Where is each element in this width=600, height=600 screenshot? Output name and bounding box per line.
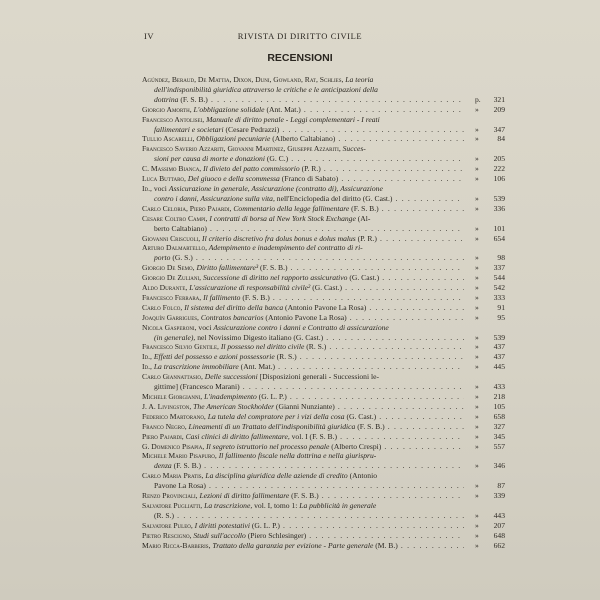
- entry-author: Mario Ricca-Barberis,: [142, 540, 211, 550]
- entry-note: (F. S. B.): [289, 491, 319, 501]
- page-number-label: IV: [144, 31, 155, 41]
- entry-title: Il segreto istruttorio nel processo penale: [204, 441, 330, 451]
- entry-title: La teoria: [343, 75, 374, 84]
- page-marker: »: [475, 203, 479, 213]
- entry-note: (G. C.): [264, 154, 289, 164]
- entry-title: Effetti del possesso e azioni possessorie: [151, 352, 275, 362]
- entry-note: (Ant. Mat.): [264, 104, 301, 114]
- page-marker: »: [475, 273, 479, 283]
- entry-page-number: 106: [493, 174, 505, 184]
- entry-line: [142, 184, 464, 194]
- entry-page-number: 654: [493, 233, 505, 243]
- entry-title: La trascrizione,: [202, 500, 253, 510]
- entry-line: [142, 461, 464, 471]
- entry-author: Federico Martorano,: [142, 411, 206, 421]
- page-marker: »: [475, 174, 479, 184]
- entry-author: Carlo Giannattasio,: [142, 372, 203, 382]
- entry-page-number: 105: [493, 401, 505, 411]
- entry-page-number: 95: [497, 312, 505, 322]
- entry-line: [142, 105, 464, 115]
- entry-line: [142, 412, 464, 422]
- entry-title: L'inadempimento: [202, 392, 257, 401]
- entry-line: [142, 352, 464, 362]
- page-marker: »: [475, 164, 479, 174]
- page-marker: »: [475, 362, 479, 372]
- entry-line: [142, 501, 464, 511]
- review-entry: [142, 431, 505, 442]
- entry-page-number: 557: [493, 441, 505, 451]
- entry-note: (P. R.): [299, 164, 321, 174]
- entry-line: [142, 511, 464, 521]
- entry-author: Carlo Folco,: [142, 302, 183, 312]
- review-entry: [142, 392, 505, 402]
- review-entry: [142, 491, 505, 501]
- entry-note: (Piero Schlesinger): [245, 530, 307, 540]
- entry-note: (F. S. B.): [178, 94, 208, 104]
- entry-line: [142, 263, 464, 273]
- entry-page-number: 205: [493, 154, 505, 164]
- entry-note: (R. S.): [274, 352, 297, 362]
- review-entry: [142, 441, 505, 452]
- entry-author: Giorgio Amorth,: [142, 104, 192, 114]
- entry-author: Luca Buttaro,: [142, 174, 186, 184]
- entry-note: (Alberto Crespi): [329, 441, 382, 451]
- entry-page-number: 443: [493, 510, 505, 520]
- entry-page-number: 542: [493, 283, 505, 293]
- entry-page-number: 336: [493, 203, 505, 213]
- entry-line: [142, 333, 464, 343]
- review-entry: [142, 302, 505, 313]
- entry-title: La disciplina giuridica delle aziende di credito: [203, 471, 348, 481]
- review-entry: [142, 342, 505, 352]
- entry-author: Giorgio De Zuliani,: [142, 273, 202, 283]
- entry-line: [142, 481, 464, 491]
- entry-note: (G. Cast.): [347, 273, 380, 283]
- entry-note: (M. B.): [373, 540, 398, 550]
- entry-note: (Ant. Mat.): [238, 362, 276, 372]
- entry-page-number: 222: [493, 164, 505, 174]
- entry-note: (Cesare Pedrazzi): [223, 124, 280, 134]
- entry-title: porto: [154, 253, 171, 263]
- entry-title: The American Stockholder: [191, 401, 275, 411]
- entry-author: Agúndez, Beraud, De Mattia, Dixon, Duni, Gowland, Rat, Schlies,: [142, 75, 344, 84]
- entry-line: [142, 75, 464, 85]
- entry-author: Piero Pajardi,: [142, 431, 184, 441]
- entry-line: [142, 442, 464, 452]
- entry-title: Il possesso nel diritto civile: [218, 342, 305, 352]
- entry-author: Carlo Celoria, Piero Pajardi,: [142, 203, 232, 213]
- entry-title: Trattato della garanzia per evizione - Parte generale: [210, 540, 374, 550]
- page-marker: »: [475, 223, 479, 233]
- review-entry: [142, 213, 505, 234]
- review-entry: [142, 471, 505, 491]
- entry-line: [142, 164, 464, 174]
- entry-line: [142, 144, 464, 154]
- entry-line: [142, 541, 464, 551]
- review-entry: [142, 283, 505, 293]
- entry-line: [142, 531, 464, 541]
- entry-author: Renzo Provinciali,: [142, 491, 198, 501]
- entry-note: [Disposizioni generali - Successioni le-: [257, 372, 379, 382]
- entry-line: [142, 451, 464, 461]
- entry-page-number: 84: [497, 134, 505, 144]
- entry-note: nel Novissimo Digesto italiano (G. Cast.): [195, 332, 324, 342]
- entry-page-number: 437: [493, 342, 505, 352]
- entry-note: (Gianni Nunziante): [274, 401, 335, 411]
- review-entry: [142, 530, 505, 541]
- review-entry: [142, 312, 505, 323]
- review-entry: [142, 540, 505, 551]
- entry-author: Carlo Maria Pratis,: [142, 471, 204, 481]
- entry-line: [142, 402, 464, 412]
- entry-line: [142, 273, 464, 283]
- entry-page-number: 101: [493, 223, 505, 233]
- entry-title: Assicurazione contro i danni e Contratto di assicurazione: [213, 322, 389, 332]
- page-marker: »: [475, 520, 479, 530]
- review-entry: [142, 174, 505, 184]
- review-entry: [142, 114, 505, 135]
- review-entry: [142, 411, 505, 422]
- entry-line: [142, 134, 464, 144]
- entry-page-number: 539: [493, 193, 505, 203]
- entry-page-number: 662: [493, 540, 505, 550]
- entry-note: voci: [196, 322, 214, 332]
- entry-page-number: 91: [497, 302, 505, 312]
- review-entry: [142, 104, 505, 115]
- entry-title: contro i danni, Assicurazione sulla vita,: [154, 193, 275, 203]
- page-marker: »: [475, 154, 479, 164]
- entry-author: Francesco Ferrara,: [142, 292, 202, 302]
- entry-author: Michele Mario Pisapuro,: [142, 451, 217, 461]
- entry-note: voci: [151, 183, 169, 193]
- entry-page-number: 345: [493, 431, 505, 441]
- entry-page-number: 333: [493, 292, 505, 302]
- entry-page-number: 433: [493, 382, 505, 392]
- entry-page-number: 337: [493, 263, 505, 273]
- page-marker: »: [475, 461, 479, 471]
- entry-author: Giovanni Criscuoli,: [142, 233, 201, 243]
- entry-title: Lineamenti di un Trattato dell'indisponibilità giuridica: [186, 421, 356, 431]
- entry-author: Francesco Silvio Gentile,: [142, 342, 219, 352]
- page-marker: »: [475, 302, 479, 312]
- entry-title: Diritto fallimentare³: [194, 263, 259, 273]
- entry-line: [142, 154, 464, 164]
- entry-line: [142, 313, 464, 323]
- page-marker: »: [475, 104, 479, 114]
- entry-note: (G. L. P.): [249, 520, 280, 530]
- entry-title: Del giuoco e della scommessa: [185, 174, 280, 184]
- review-entry: [142, 134, 505, 144]
- entry-author: Arturo Dalmartello,: [142, 243, 207, 253]
- page-marker: p.: [475, 94, 481, 104]
- entry-title: Assicurazione in generale, Assicurazione (contratto di), Assicurazione: [168, 183, 383, 193]
- entry-line: [142, 234, 464, 244]
- page-marker: »: [475, 283, 479, 293]
- review-entry: [142, 421, 505, 432]
- entry-note: Pavone La Rosa): [154, 481, 206, 491]
- review-entry: [142, 520, 505, 531]
- entry-page-number: 218: [493, 392, 505, 401]
- entry-note: berto Caltabiano): [154, 223, 207, 233]
- review-entry: [142, 243, 505, 263]
- entry-note: (R. S.): [154, 510, 175, 520]
- entry-line: [142, 224, 464, 234]
- entry-line: [142, 392, 464, 402]
- entry-line: [142, 85, 464, 95]
- page-marker: »: [475, 481, 479, 491]
- entry-page-number: 544: [493, 273, 505, 283]
- entry-note: vol. I (F. S. B.): [289, 431, 337, 441]
- entry-title: dottrina: [154, 94, 179, 104]
- entry-note: (Franco di Sabato): [279, 174, 339, 184]
- review-entry: [142, 372, 505, 392]
- entry-author: J. A. Livingston,: [142, 401, 192, 411]
- entry-line: [142, 303, 464, 313]
- page-marker: »: [475, 312, 479, 322]
- entry-title: Casi clinici di diritto fallimentare,: [183, 431, 290, 441]
- page-marker: »: [475, 193, 479, 203]
- entry-author: Francesco Saverio Azzariti, Giovanni Martinez, Giuseppe Azzariti,: [142, 144, 341, 154]
- entry-title: Adempimento e inadempimento del contratto di ri-: [207, 243, 363, 253]
- entry-author: C. Massimo Bianca,: [142, 164, 202, 174]
- entry-title: L'assicurazione di responsabilità civile²: [187, 283, 311, 293]
- entry-line: [142, 372, 464, 382]
- entry-note: (Alberto Caltabiano): [270, 134, 336, 144]
- entry-page-number: 339: [493, 491, 505, 501]
- entry-title: La pubblicità in generale: [299, 500, 377, 510]
- entry-author: Michele Giorgianni,: [142, 392, 203, 401]
- entry-line: [142, 174, 464, 184]
- entry-author: Francesco Antolisei,: [142, 114, 205, 124]
- entry-line: [142, 323, 464, 333]
- page-marker: »: [475, 382, 479, 392]
- entry-title: denza: [154, 461, 172, 471]
- entry-line: [142, 342, 464, 352]
- entry-note: (F. S. B.): [349, 203, 379, 213]
- review-entry: [142, 273, 505, 283]
- entry-note: (F. S. B.): [258, 263, 288, 273]
- review-entry: [142, 164, 505, 174]
- entry-title: dell'indisponibilità giuridica attraverso le critiche e le anticipazioni della: [154, 84, 378, 94]
- review-entry: [142, 203, 505, 214]
- entry-author: Cesare Coltro Campi,: [142, 213, 208, 223]
- review-entry: [142, 75, 505, 105]
- entry-note: (G. S.): [170, 253, 193, 263]
- page-marker: »: [475, 510, 479, 520]
- page-marker: »: [475, 411, 479, 421]
- entry-title: Lezioni di diritto fallimentare: [197, 491, 290, 501]
- entry-title: La tutela del compratore per i vizi della cosa: [205, 411, 345, 421]
- entry-author: Nicola Gasperoni,: [142, 322, 197, 332]
- entry-title: fallimentari e societari: [154, 124, 224, 134]
- entry-note: (G. L. P.): [256, 392, 287, 401]
- entry-page-number: 207: [493, 520, 505, 530]
- page-marker: »: [475, 342, 479, 352]
- entry-line: [142, 253, 464, 263]
- entry-note: (R. S.): [304, 342, 327, 352]
- running-head: [144, 31, 456, 43]
- entry-line: [142, 125, 464, 135]
- entry-author: Id.,: [142, 362, 152, 372]
- entry-title: Manuale di diritto penale - Leggi complementari - I reati: [204, 114, 380, 124]
- review-list: [142, 75, 505, 551]
- entry-author: Id.,: [142, 183, 152, 193]
- entry-line: [142, 491, 464, 501]
- entry-page-number: 209: [493, 104, 505, 114]
- entry-line: [142, 194, 464, 204]
- section-title: RECENSIONI: [267, 52, 333, 64]
- review-entry: [142, 292, 505, 303]
- review-entry: [142, 362, 505, 372]
- entry-title: Il fallimento fiscale nella dottrina e nella giurispru-: [216, 451, 377, 461]
- entry-line: [142, 204, 464, 214]
- entry-author: Salvatore Pugliatti,: [142, 500, 203, 510]
- entry-page-number: 321: [493, 94, 505, 104]
- entry-title: La trascrizione immobiliare: [151, 362, 239, 372]
- review-entry: [142, 144, 505, 164]
- review-entry: [142, 322, 505, 343]
- entry-title: Il sistema del diritto della banca: [182, 302, 284, 312]
- review-entry: [142, 451, 505, 471]
- entry-page-number: 327: [493, 421, 505, 431]
- page-marker: »: [475, 392, 479, 401]
- entry-line: [142, 362, 464, 372]
- entry-note: nell'Enciclopedia del diritto (G. Cast.): [274, 193, 393, 203]
- entry-page-number: 437: [493, 352, 505, 362]
- entry-page-number: 87: [497, 481, 505, 491]
- entry-line: [142, 422, 464, 432]
- entry-title: I diritti potestativi: [192, 520, 250, 530]
- review-entry: [142, 352, 505, 362]
- entry-line: [142, 115, 464, 125]
- entry-author: Id.,: [142, 352, 152, 362]
- entry-author: Pietro Rescigno,: [142, 530, 192, 540]
- entry-note: gittime] (Francesco Marani): [154, 382, 240, 392]
- page-marker: »: [475, 441, 479, 451]
- entry-line: [142, 214, 464, 224]
- entry-author: Salvatore Puleo,: [142, 520, 193, 530]
- entry-author: Tullio Ascarelli,: [142, 134, 195, 144]
- entry-note: (P. R.): [355, 233, 377, 243]
- page-marker: »: [475, 253, 479, 263]
- entry-title: Il criterio discretivo fra dolus bonus e dolus malus: [200, 233, 356, 243]
- entry-note: (Antonio Pavone La Rosa): [283, 302, 367, 312]
- entry-page-number: 98: [497, 253, 505, 263]
- entry-author: Giorgio De Semo,: [142, 263, 195, 273]
- review-entry: [142, 401, 505, 412]
- entry-page-number: 347: [493, 124, 505, 134]
- entry-title: Delle successioni: [202, 372, 258, 382]
- entry-page-number: 346: [493, 461, 505, 471]
- review-entry: [142, 263, 505, 273]
- page-marker: »: [475, 124, 479, 134]
- entry-title: Il divieto del patto commissorio: [201, 164, 300, 174]
- page-marker: »: [475, 292, 479, 302]
- entry-note: (F. S. B.): [171, 461, 202, 471]
- entry-author: G. Domenico Pisapia,: [142, 441, 205, 451]
- entry-page-number: 658: [493, 411, 505, 421]
- entry-author: Joaquín Garrigues,: [142, 312, 199, 322]
- entry-title: Commentario della legge fallimentare: [231, 203, 350, 213]
- entry-note: vol. I, tomo 1:: [252, 500, 300, 510]
- entry-author: Franco Negro,: [142, 421, 187, 431]
- entry-title: Successione di diritto nel rapporto assicurativo: [201, 273, 348, 283]
- entry-title: I contratti di borsa al New York Stock Exchange: [207, 213, 356, 223]
- entry-line: [142, 243, 464, 253]
- entry-note: (Al-: [355, 213, 371, 223]
- review-entry: [142, 500, 505, 521]
- page-marker: »: [475, 352, 479, 362]
- entry-title: L'obbligazione solidale: [191, 104, 265, 114]
- entry-page-number: 445: [493, 362, 505, 372]
- page-marker: »: [475, 530, 479, 540]
- entry-author: Aldo Durante,: [142, 283, 188, 293]
- entry-title: Obbligazioni pecuniarie: [194, 134, 271, 144]
- entry-page-number: 648: [493, 530, 505, 540]
- page-marker: »: [475, 540, 479, 550]
- page-marker: »: [475, 491, 479, 501]
- entry-note: (Antonio: [347, 471, 377, 481]
- entry-note: (Antonio Pavone La Rosa): [263, 312, 347, 322]
- page-marker: »: [475, 233, 479, 243]
- entry-note: (G. Cast.): [310, 283, 342, 293]
- entry-title: Contratos bancarios: [198, 312, 264, 322]
- page-marker: »: [475, 421, 479, 431]
- entry-note: (F. S. B.): [355, 421, 385, 431]
- entry-note: (F. S. B.): [240, 292, 270, 302]
- entry-line: [142, 471, 464, 481]
- journal-title: RIVISTA DI DIRITTO CIVILE: [237, 31, 363, 41]
- page-marker: »: [475, 134, 479, 144]
- page-marker: »: [475, 332, 479, 342]
- entry-title: sioni per causa di morte e donazioni: [154, 154, 265, 164]
- entry-line: [142, 95, 464, 105]
- page-marker: »: [475, 401, 479, 411]
- entry-line: [142, 432, 464, 442]
- entry-page-number: 539: [493, 332, 505, 342]
- page-marker: »: [475, 431, 479, 441]
- entry-line: [142, 521, 464, 531]
- entry-line: [142, 293, 464, 303]
- entry-title: Il fallimento: [201, 292, 241, 302]
- entry-line: [142, 382, 464, 392]
- entry-title: (in generale),: [154, 332, 196, 342]
- entry-title: Succes-: [340, 144, 366, 154]
- review-entry: [142, 233, 505, 244]
- entry-note: (G. Cast.): [344, 411, 377, 421]
- entry-line: [142, 283, 464, 293]
- page-marker: »: [475, 263, 479, 273]
- entry-title: Studi sull'accollo: [191, 530, 246, 540]
- review-entry: [142, 183, 505, 204]
